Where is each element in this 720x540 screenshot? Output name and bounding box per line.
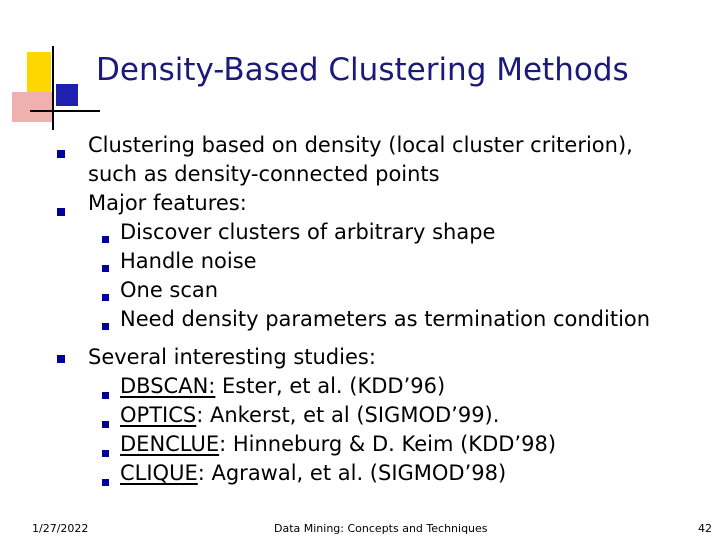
study-item [120, 401, 499, 430]
item3-text: Several interesting studies: [88, 345, 376, 369]
study-citation: : Ankerst, et al (SIGMOD’99). [196, 403, 500, 427]
sub-bullet-icon [102, 421, 109, 428]
sub-bullet-icon [102, 294, 109, 301]
study-item [120, 372, 445, 401]
bullet-icon [57, 355, 65, 363]
sub-bullet-icon [102, 392, 109, 399]
red-square [12, 92, 52, 122]
study-item [120, 430, 556, 459]
bullet-icon [57, 208, 65, 216]
sub-bullet-icon [102, 265, 109, 272]
item1-line1: Clustering based on density (local cluster criterion), [88, 133, 633, 157]
footer-title: Data Mining: Concepts and Techniques [274, 522, 488, 535]
page-title: Density-Based Clustering Methods [96, 52, 629, 88]
study-link-dbscan[interactable]: DBSCAN: [120, 374, 216, 398]
study-citation: Ester, et al. (KDD’96) [215, 374, 446, 398]
bullet-icon [57, 150, 65, 158]
feature-item: Handle noise [120, 249, 257, 273]
sub-bullet-icon [102, 236, 109, 243]
blue-square [56, 84, 78, 106]
sub-bullet-icon [102, 450, 109, 457]
horizontal-line [30, 110, 100, 112]
feature-item: Discover clusters of arbitrary shape [120, 220, 496, 244]
corner-decoration [0, 0, 100, 140]
study-link-optics[interactable]: OPTICS [120, 403, 197, 427]
vertical-line [52, 46, 54, 130]
yellow-square [27, 52, 51, 92]
study-link-clique[interactable]: CLIQUE [120, 461, 198, 485]
feature-item: One scan [120, 278, 219, 302]
feature-item: Need density parameters as termination condition [120, 307, 651, 331]
item2-text: Major features: [88, 191, 247, 215]
sub-bullet-icon [102, 323, 109, 330]
study-link-denclue[interactable]: DENCLUE [120, 432, 220, 456]
item1-line2: such as density-connected points [88, 162, 440, 186]
study-citation: : Hinneburg & D. Keim (KDD’98) [219, 432, 557, 456]
footer-date: 1/27/2022 [32, 522, 89, 535]
sub-bullet-icon [102, 479, 109, 486]
study-item [120, 459, 506, 488]
page-number: 42 [698, 522, 712, 535]
study-citation: : Agrawal, et al. (SIGMOD’98) [197, 461, 507, 485]
